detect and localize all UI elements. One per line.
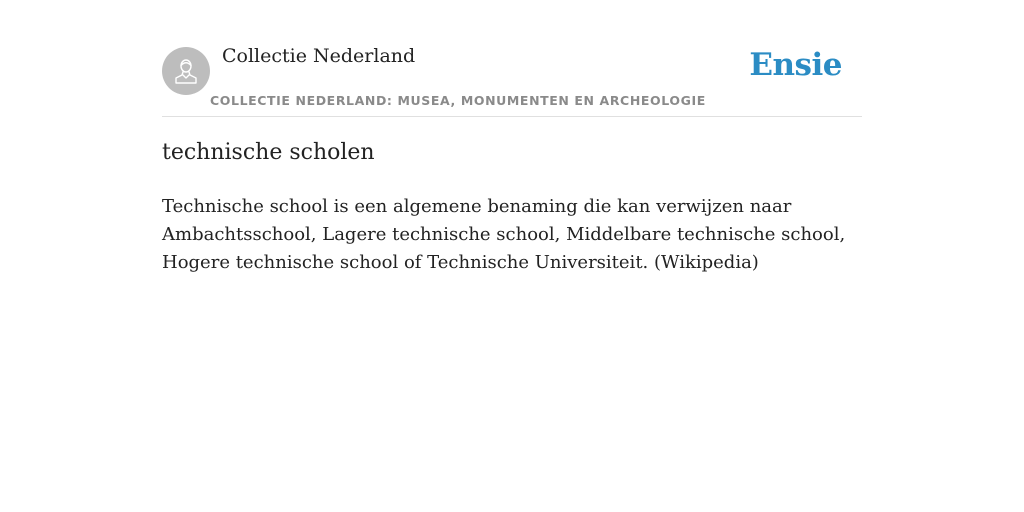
entry-header <box>162 0 862 117</box>
user-icon <box>171 56 201 86</box>
entry-card <box>162 0 862 512</box>
avatar[interactable] <box>162 47 210 95</box>
ensie-logo[interactable]: Ensie <box>749 47 842 83</box>
entry-title: technische scholen <box>162 140 375 165</box>
entry-body: Technische school is een algemene benaming die kan verwijzen naar Ambachtsschool, Lagere technische school, Middelbare technische school, Hogere technische school of Technische Universiteit. (Wikipedia) <box>162 196 846 273</box>
author-name[interactable]: Collectie Nederland <box>222 45 416 67</box>
collection-name[interactable]: COLLECTIE NEDERLAND: MUSEA, MONUMENTEN EN ARCHEOLOGIE <box>210 93 706 108</box>
